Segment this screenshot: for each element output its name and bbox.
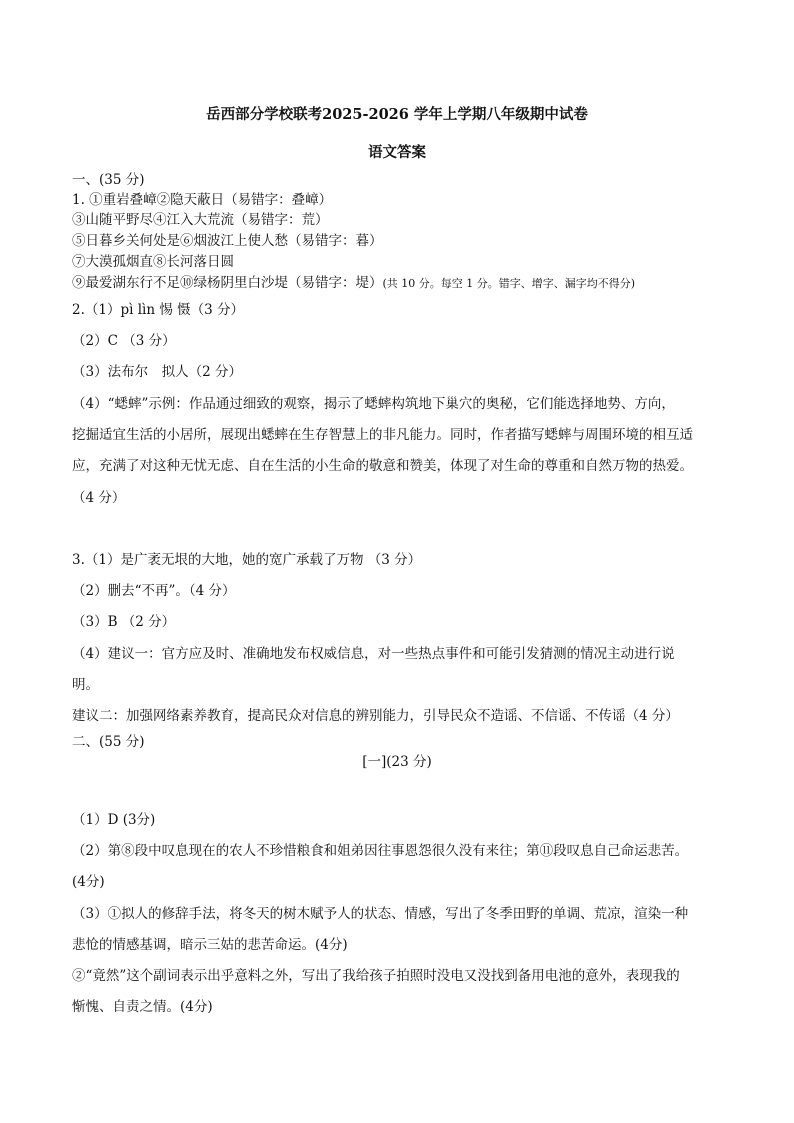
section-2-sub-heading: [一](23 分) — [362, 754, 432, 770]
reading-answer-3-line-2: 悲怆的情感基调，暗示三姑的悲苦命运。(4分) — [72, 937, 348, 953]
q1-line-2: ③山随平野尽④江入大荒流（易错字：荒） — [72, 212, 329, 228]
reading-answer-2-line-2: (4分) — [72, 874, 105, 890]
section-2-heading: 二、(55 分) — [72, 734, 145, 750]
q1-line-4: ⑦大漠孤烟直⑧长河落日圆 — [72, 254, 234, 270]
q3-part-4-line-1: （4）建议一：官方应及时、准确地发布权威信息，对一些热点事件和可能引发猜测的情况主动进行说 — [72, 646, 675, 662]
q2-part-1: 2.（1）pì lìn 惕 慑（3 分） — [72, 302, 245, 318]
q1-line-5-answers: ⑨最爱湖东行不足⑩绿杨阴里白沙堤（易错字：堤） — [72, 275, 383, 291]
q1-line-1: 1. ①重岩叠嶂②隐天蔽日（易错字：叠嶂） — [72, 192, 333, 208]
q2-part-4-line-2: 挖掘适宜生活的小居所，展现出蟋蟀在生存智慧上的非凡能力。同时，作者描写蟋蟀与周围环境的相互适 — [72, 427, 693, 443]
document-subtitle: 语文答案 — [368, 144, 426, 161]
q2-part-4-score: （4 分） — [72, 490, 126, 506]
q2-part-4-line-1: （4）“蟋蟀”示例：作品通过细致的观察，揭示了蟋蟀构筑地下巢穴的奥秘，它们能选择地势、方向， — [72, 396, 675, 412]
reading-answer-2-line-1: （2）第⑧段中叹息现在的农人不珍惜粮食和姐弟因往事恩怨很久没有来往；第⑪段叹息自己命运悲苦。 — [72, 843, 689, 859]
q2-part-3: （3）法布尔 拟人（2 分） — [72, 364, 242, 380]
q3-part-4-line-2: 明。 — [72, 677, 99, 693]
q3-part-5: 建议二：加强网络素养教育，提高民众对信息的辨别能力，引导民众不造谣、不信谣、不传谣（4 分） — [72, 708, 679, 724]
q3-part-2: （2）删去“不再”。（4 分） — [72, 583, 236, 599]
q1-line-3: ⑤日暮乡关何处是⑥烟波江上使人愁（易错字：暮） — [72, 233, 383, 249]
q2-part-2: （2）C （3 分） — [72, 333, 176, 349]
q1-line-5 — [72, 274, 635, 293]
reading-answer-4-line-2: 惭愧、自责之情。(4分) — [72, 999, 213, 1015]
q1-scoring-note: (共 10 分。每空 1 分。错字、增字、漏字均不得分) — [382, 277, 636, 290]
reading-answer-1: （1）D (3分) — [72, 812, 156, 828]
reading-answer-3-line-1: （3）①拟人的修辞手法，将冬天的树木赋予人的状态、情感，写出了冬季田野的单调、荒凉，渲染一种 — [72, 906, 689, 922]
reading-answer-4-line-1: ②“竟然”这个副词表示出乎意料之外，写出了我给孩子拍照时没电又没找到备用电池的意外，表现我的 — [72, 968, 680, 984]
q2-part-4-line-3: 应，充满了对这种无忧无虑、自在生活的小生命的敬意和赞美，体现了对生命的尊重和自然万物的热爱。 — [72, 458, 693, 474]
q3-part-1: 3.（1）是广袤无垠的大地，她的宽广承载了万物 （3 分） — [72, 552, 422, 568]
q3-part-3: （3）B （2 分） — [72, 614, 176, 630]
document-title: 岳西部分学校联考2025-2026 学年上学期八年级期中试卷 — [206, 106, 588, 123]
section-1-heading: 一、(35 分) — [72, 172, 145, 188]
